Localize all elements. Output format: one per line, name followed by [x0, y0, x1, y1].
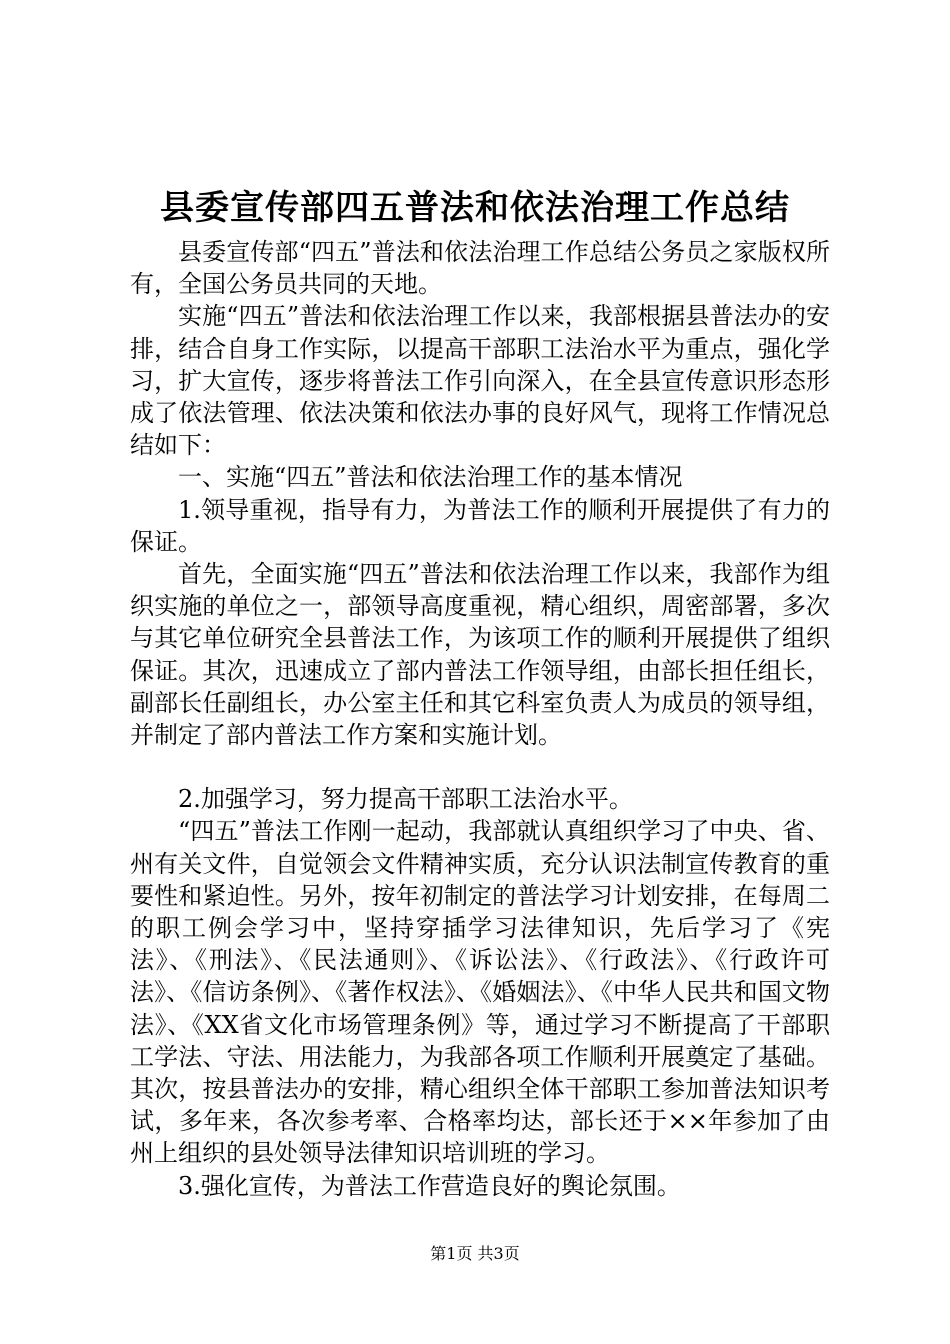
document-title: 县委宣传部四五普法和依法治理工作总结 [160, 188, 790, 228]
paragraph-study: “四五”普法工作刚一起动，我部就认真组织学习了中央、省、州有关文件，自觉领会文件精神实质，充分认识法制宣传教育的重要性和紧迫性。另外，按年初制定的普法学习计划安排，在每周二的职工例会学习中，坚持穿插学习法律知识，先后学习了《宪法》、《刑法》、《民法通则》、《诉讼法》、《行政法》、《行政许可法》、《信访条例》、《著作权法》、《婚姻法》、《中华人民共和国文物法》、《XX省文化市场管理条例》等，通过学习不断提高了干部职工学法、守法、用法能力，为我部各项工作顺利开展奠定了基础。其次，按县普法办的安排，精心组织全体干部职工参加普法知识考试，多年来，各次参考率、合格率均达，部长还于××年参加了由州上组织的县处领导法律知识培训班的学习。 [130, 817, 830, 1168]
paragraph-leadership: 首先，全面实施“四五”普法和依法治理工作以来，我部作为组织实施的单位之一，部领导高度重视，精心组织，周密部署，多次与其它单位研究全县普法工作，为该项工作的顺利开展提供了组织保证。其次，迅速成立了部内普法工作领导组，由部长担任组长，副部长任副组长，办公室主任和其它科室负责人为成员的领导组，并制定了部内普法工作方案和实施计划。 [130, 560, 830, 750]
paragraph-intro: 县委宣传部“四五”普法和依法治理工作总结公务员之家版权所有，全国公务员共同的天地。 [130, 238, 830, 299]
subheading-leadership: 1.领导重视，指导有力，为普法工作的顺利开展提供了有力的保证。 [130, 495, 830, 556]
section-heading-basic-situation: 一、实施“四五”普法和依法治理工作的基本情况 [178, 463, 683, 492]
subheading-study: 2.加强学习，努力提高干部职工法治水平。 [178, 785, 633, 814]
page-footer: 第1页 共3页 [430, 1244, 520, 1263]
paragraph-overview: 实施“四五”普法和依法治理工作以来，我部根据县普法办的安排，结合自身工作实际，以提高干部职工法治水平为重点，强化学习，扩大宣传，逐步将普法工作引向深入，在全县宣传意识形态形成了依法管理、依法决策和依法办事的良好风气，现将工作情况总结如下： [130, 302, 830, 460]
subheading-publicity: 3.强化宣传，为普法工作营造良好的舆论氛围。 [178, 1171, 681, 1200]
document-body [130, 236, 830, 1202]
